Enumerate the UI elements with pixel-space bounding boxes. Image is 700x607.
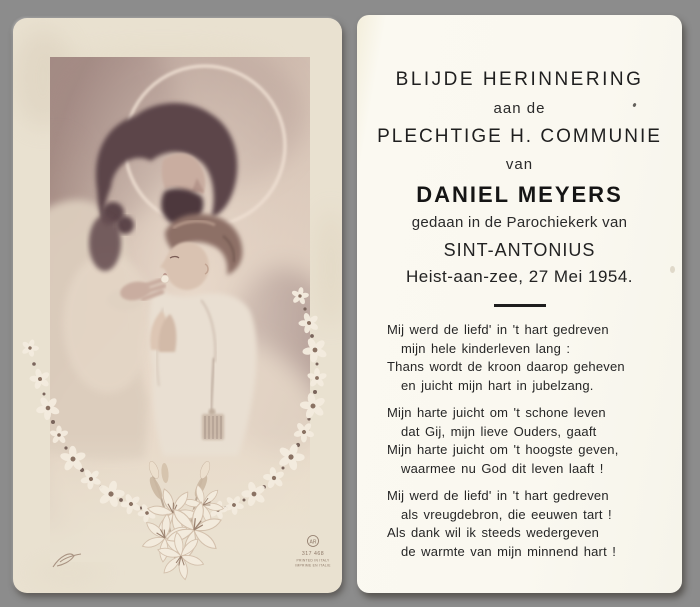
imprime-en-italie: IMPRIME EN ITALIE bbox=[295, 563, 331, 568]
sepia-photo bbox=[13, 18, 341, 568]
divider-rule bbox=[494, 304, 546, 307]
poem-line: als vreugdebron, die eeuwen tart ! bbox=[401, 506, 612, 522]
communion-host-icon bbox=[161, 275, 169, 283]
poem-line: de warmte van mijn minnend hart ! bbox=[401, 543, 617, 559]
publisher-number: 317 468 bbox=[301, 551, 325, 557]
communion-photo bbox=[13, 18, 342, 593]
poem-line: waarmee nu God dit leven laaft ! bbox=[401, 460, 604, 476]
printed-in-italy: PRINTED IN ITALY bbox=[296, 558, 330, 563]
church-name: SINT-ANTONIUS bbox=[443, 240, 596, 260]
scan-speck bbox=[670, 266, 675, 273]
poem-stanza bbox=[387, 321, 682, 395]
poem-line: Mijn harte juicht om 't hoogste geven, bbox=[387, 442, 619, 457]
daisy-flower bbox=[18, 336, 41, 359]
poem-line: mijn hele kinderleven lang : bbox=[401, 340, 571, 356]
title-blijde-herinnering: BLIJDE HERINNERING bbox=[395, 69, 644, 90]
communicant-name: DANIEL MEYERS bbox=[416, 182, 623, 207]
poem-line: Mijn harte juicht om 't schone leven bbox=[387, 405, 606, 420]
poem-line: Als dank wil ik steeds wedergeven bbox=[387, 525, 600, 540]
publisher-logo-monogram: AR bbox=[309, 539, 317, 546]
commemoration-header bbox=[357, 15, 682, 287]
daisy-flower bbox=[27, 366, 53, 392]
poem-line: Mij werd de liefd' in 't hart gedreven bbox=[387, 488, 609, 503]
holy-card-front bbox=[13, 18, 342, 593]
poem bbox=[387, 321, 682, 561]
poem-stanza bbox=[387, 487, 682, 561]
poem-line: Thans wordt de kroon daarop geheven bbox=[387, 359, 625, 374]
place-and-date: Heist-aan-zee, 27 Mei 1954. bbox=[405, 267, 634, 286]
title-plechtige-communie: PLECHTIGE H. COMMUNIE bbox=[377, 126, 662, 147]
holy-card-back bbox=[357, 15, 682, 593]
poem-line: dat Gij, mijn lieve Ouders, gaaft bbox=[401, 423, 597, 439]
header-aan-de: aan de bbox=[493, 100, 546, 117]
header-van: van bbox=[505, 156, 534, 173]
poem-stanza bbox=[387, 404, 682, 478]
poem-line: en juicht mijn hart in jubelzang. bbox=[401, 377, 594, 393]
poem-line: Mij werd de liefd' in 't hart gedreven bbox=[387, 322, 609, 337]
header-parochiekerk: gedaan in de Parochiekerk van bbox=[411, 214, 628, 231]
